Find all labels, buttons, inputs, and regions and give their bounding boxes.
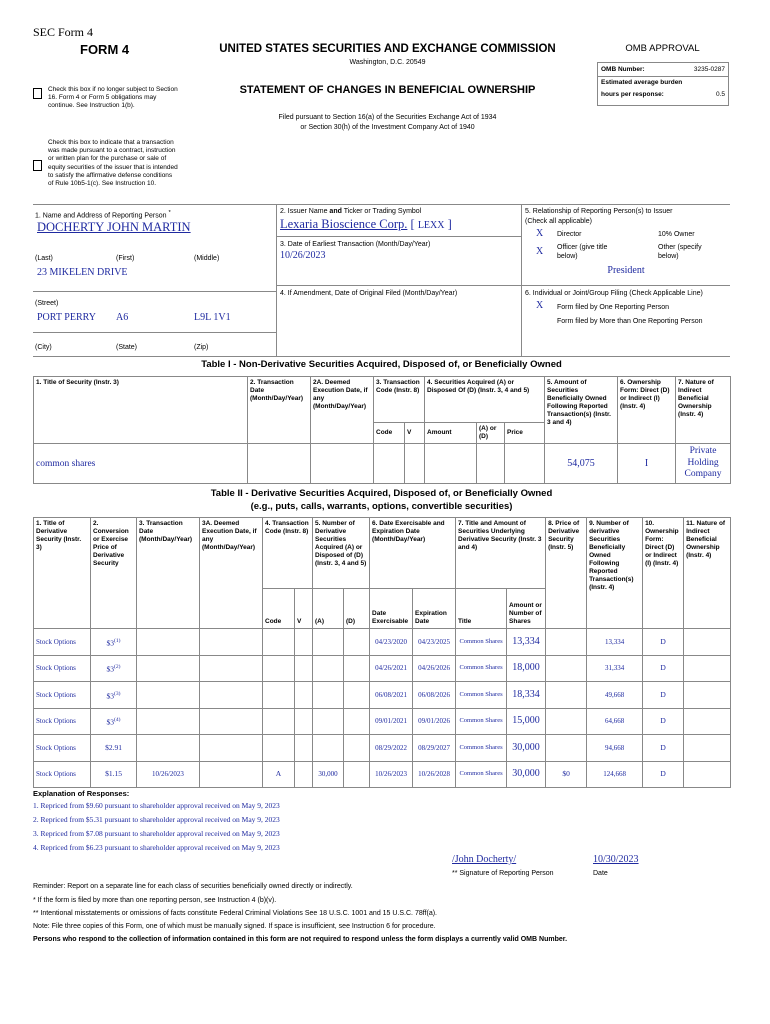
t2-exercise-price [91, 761, 137, 788]
t2-disposed [344, 655, 370, 682]
t2-derivative-price [546, 629, 587, 656]
t2-ownership-form [643, 655, 684, 682]
table-row [34, 655, 731, 682]
first-label: (First) [116, 255, 135, 262]
t1-price: Price [505, 423, 545, 444]
t2-date-exercisable-text: 04/26/2021 [375, 664, 407, 673]
omb-burden-label: Estimated average burden [601, 79, 683, 86]
zip-value: L9L 1V1 [194, 312, 231, 323]
t2-expiration-date [413, 761, 456, 788]
t2-exercise-price [91, 655, 137, 682]
t2-date-exercisable [370, 761, 413, 788]
t2-v [295, 629, 313, 656]
t2-transaction-code [263, 708, 295, 735]
t2-acquired [313, 629, 344, 656]
t2-exercise-price-text: $3 [106, 664, 115, 674]
footer-reminder: Reminder: Report on a separate line for each class of securities beneficially owned directly or indirectly. [33, 883, 353, 890]
t2-deemed-date [200, 735, 263, 762]
t2-date-exercisable-text: 10/26/2023 [375, 770, 407, 779]
t2-owned-following [587, 761, 643, 788]
t2-a: (A) [313, 589, 344, 629]
t2-underlying-shares-text: 18,334 [512, 688, 540, 700]
t2-acquired-text: 30,000 [318, 770, 338, 779]
t2-ownership-form-text: D [660, 636, 666, 646]
footnote-ref[interactable]: (4) [114, 717, 121, 723]
amendment-label: 4. If Amendment, Date of Original Filed (Month/Day/Year) [280, 290, 458, 297]
t2-owned-following-text: 124,668 [603, 770, 626, 779]
t2-security-title [34, 629, 91, 656]
t2-exercise-price-text: $3 [106, 717, 115, 727]
t2-underlying-shares-text: 15,000 [512, 715, 540, 727]
t2-expiration-date [413, 655, 456, 682]
t2-v: V [295, 589, 313, 629]
t2-nature [684, 682, 731, 709]
t1-form: I [618, 444, 676, 484]
t2-underlying-title [456, 682, 507, 709]
explanation-1: 1. Repriced from $9.60 pursuant to shareholder approval received on May 9, 2023 [33, 801, 280, 810]
explanation-title: Explanation of Responses: [33, 789, 130, 798]
t2-exercise-price [91, 682, 137, 709]
t2-security-title [34, 735, 91, 762]
t1-owned: 54,075 [545, 444, 618, 484]
sec-form-label: SEC Form 4 [33, 25, 94, 39]
t2-security-title-text: Stock Options [36, 664, 76, 673]
t2-deemed-date [200, 682, 263, 709]
t2-date-exercisable [370, 735, 413, 762]
more-person-label: Form filed by More than One Reporting Person [557, 318, 703, 325]
t2-underlying-title-text: Common Shares [459, 664, 503, 672]
t2-security-title-text: Stock Options [36, 717, 76, 726]
t1-code: Code [374, 423, 405, 444]
t2-underlying-title [456, 629, 507, 656]
t2-ownership-form [643, 761, 684, 788]
t2-disposed [344, 761, 370, 788]
t2-exercise-price-text: $2.91 [105, 742, 122, 752]
officer-title: President [607, 265, 645, 276]
t2-expiration-date-text: 04/23/2025 [418, 637, 450, 646]
city-value: PORT PERRY [37, 312, 96, 323]
t2-exercise-price-text: $3 [106, 638, 115, 647]
t2-acquired [313, 761, 344, 788]
t2-v [295, 735, 313, 762]
street-value: 23 MIKELEN DRIVE [37, 267, 128, 278]
t2-owned-following-text: 13,334 [604, 637, 625, 646]
t2-date-exercisable [370, 629, 413, 656]
t2-expiration-date-text: 09/01/2026 [418, 717, 450, 726]
t2-date-exercisable-text: 04/23/2020 [375, 637, 407, 646]
table2 [33, 517, 731, 788]
relationship-sub: (Check all applicable) [525, 218, 592, 225]
footnote-ref[interactable]: (2) [114, 664, 121, 670]
t2-nature [684, 629, 731, 656]
t2-h1: 1. Title of Derivative Security (Instr. 3) [34, 518, 91, 629]
state-value: A6 [116, 312, 129, 323]
table1-title: Table I - Non-Derivative Securities Acquired, Disposed of, or Beneficially Owned [201, 359, 562, 370]
t2-date-exercisable-text: 06/08/2021 [375, 690, 407, 699]
middle-label: (Middle) [194, 255, 220, 262]
relationship-label: 5. Relationship of Reporting Person(s) to Issuer [525, 208, 673, 215]
t2-security-title-text: Stock Options [36, 770, 76, 779]
t2-deemed-date [200, 708, 263, 735]
t2-transaction-code [263, 682, 295, 709]
t1-v: V [405, 423, 425, 444]
table2-subtitle: (e.g., puts, calls, warrants, options, convertible securities) [250, 501, 513, 512]
t2-underlying-title-text: Common Shares [459, 690, 503, 698]
t2-expiration-date-text: 08/29/2027 [418, 743, 450, 752]
t2-deemed-date [200, 629, 263, 656]
t2-acquired [313, 708, 344, 735]
table2-title: Table II - Derivative Securities Acquired, Disposed of, or Beneficially Owned [210, 488, 553, 499]
t2-title-col: Title [456, 589, 507, 629]
t2-underlying-shares-text: 13,334 [512, 635, 540, 647]
last-label: (Last) [35, 255, 53, 262]
t2-h3a: 3A. Deemed Execution Date, if any (Month/Day/Year) [200, 518, 263, 629]
t2-h7: 7. Title and Amount of Securities Underlying Derivative Security (Instr. 3 and 4) [456, 518, 546, 589]
reporting-person-label: 1. Name and Address of Reporting Person * [35, 210, 171, 220]
table-row [34, 682, 731, 709]
footer-note-1: * If the form is filed by more than one reporting person, see Instruction 4 (b)(v). [33, 897, 277, 904]
t2-underlying-shares-text: 30,000 [512, 768, 540, 780]
t2-date-exercisable [370, 708, 413, 735]
agency-city: Washington, D.C. 20549 [349, 59, 426, 66]
t2-acquired [313, 735, 344, 762]
t2-underlying-title-text: Common Shares [459, 637, 503, 645]
t2-underlying-title-text: Common Shares [459, 743, 503, 751]
t1-h5: 5. Amount of Securities Beneficially Owned Following Reported Transaction(s) (Instr. 3 and 4) [545, 377, 618, 444]
t2-security-title [34, 708, 91, 735]
signature-name: /John Docherty/ [452, 854, 517, 865]
t2-owned-following [587, 735, 643, 762]
signature-date: 10/30/2023 [593, 854, 639, 865]
footnote-ref[interactable]: (3) [114, 690, 121, 697]
t2-v [295, 682, 313, 709]
t2-ownership-form [643, 682, 684, 709]
t2-transaction-date [137, 708, 200, 735]
t1-h1: 1. Title of Security (Instr. 3) [34, 377, 248, 444]
t2-h2: 2. Conversion or Exercise Price of Derivative Security [91, 518, 137, 629]
one-person-label: Form filed by One Reporting Person [557, 304, 670, 311]
earliest-date: 10/26/2023 [280, 250, 326, 261]
t1-h3: 3. Transaction Code (Instr. 8) [374, 377, 425, 423]
footer-note-2: ** Intentional misstatements or omissions of facts constitute Federal Criminal Violations See 18 U.S.C. 1001 and 15 U.S.C. 78ff(a). [33, 910, 437, 917]
t2-amount-col: Amount or Number of Shares [507, 589, 546, 629]
omb-hours: 0.5 [715, 91, 725, 98]
t2-deemed-date [200, 655, 263, 682]
signature-date-label: Date [593, 870, 608, 877]
t2-date-ex: Date Exercisable [370, 589, 413, 629]
t1-h2a: 2A. Deemed Execution Date, if any (Month/Day/Year) [311, 377, 374, 444]
t2-disposed [344, 682, 370, 709]
filing-label: 6. Individual or Joint/Group Filing (Check Applicable Line) [525, 290, 703, 297]
street-label: (Street) [35, 300, 59, 307]
t2-transaction-code-text: A [275, 769, 282, 779]
t2-nature [684, 708, 731, 735]
t2-underlying-shares [507, 761, 546, 788]
t1-amount: Amount [425, 423, 477, 444]
t2-exercise-price [91, 735, 137, 762]
t2-exp: Expiration Date [413, 589, 456, 629]
t2-exercise-price [91, 629, 137, 656]
table1 [33, 376, 731, 484]
t2-deemed-date [200, 761, 263, 788]
t2-h9: 9. Number of derivative Securities Beneficially Owned Following Reported Transaction(s) (Instr. 4) [587, 518, 643, 629]
t2-underlying-shares [507, 682, 546, 709]
t2-security-title [34, 655, 91, 682]
filed-line-2: or Section 30(h) of the Investment Company Act of 1940 [300, 124, 475, 131]
t2-underlying-shares [507, 735, 546, 762]
t2-exercise-price [91, 708, 137, 735]
t2-underlying-shares [507, 708, 546, 735]
officer-label: Officer (give title below) [557, 244, 608, 260]
other-label: Other (specify below) [658, 244, 702, 260]
t2-underlying-shares [507, 629, 546, 656]
t2-derivative-price [546, 708, 587, 735]
t2-owned-following-text: 31,334 [604, 664, 625, 673]
one-person-mark[interactable]: X [536, 300, 544, 311]
officer-mark[interactable]: X [536, 246, 544, 257]
t2-owned-following [587, 682, 643, 709]
t2-ownership-form-text: D [660, 742, 666, 752]
t2-underlying-title-text: Common Shares [459, 770, 503, 778]
t2-underlying-shares-text: 18,000 [512, 662, 540, 674]
agency-title: UNITED STATES SECURITIES AND EXCHANGE COMMISSION [219, 43, 556, 55]
t2-security-title [34, 682, 91, 709]
t2-transaction-code [263, 735, 295, 762]
t2-d: (D) [344, 589, 370, 629]
t2-date-exercisable-text: 08/29/2022 [375, 743, 407, 752]
t2-expiration-date-text: 10/26/2028 [418, 770, 450, 779]
t2-h6: 6. Date Exercisable and Expiration Date (Month/Day/Year) [370, 518, 456, 589]
t2-underlying-title [456, 761, 507, 788]
t2-acquired [313, 655, 344, 682]
state-label: (State) [116, 344, 138, 351]
t2-derivative-price [546, 761, 587, 788]
signature-label: ** Signature of Reporting Person [452, 870, 554, 877]
t2-exercise-price-text: $1.15 [105, 769, 122, 779]
t1-h2: 2. Transaction Date (Month/Day/Year) [248, 377, 311, 444]
t2-owned-following [587, 629, 643, 656]
t2-date-exercisable-text: 09/01/2021 [375, 717, 407, 726]
t2-transaction-date [137, 629, 200, 656]
issuer-label: 2. Issuer Name and Ticker or Trading Symbol [280, 208, 422, 215]
t2-ownership-form [643, 629, 684, 656]
t2-expiration-date [413, 629, 456, 656]
t2-owned-following [587, 655, 643, 682]
t2-transaction-date-text: 10/26/2023 [152, 770, 184, 779]
footer-note-3: Note: File three copies of this Form, one of which must be manually signed. If space is insufficient, see Instruction 6 for procedure. [33, 923, 436, 930]
t2-owned-following-text: 94,668 [604, 743, 625, 752]
t1-nature: Private Holding Company [676, 444, 731, 484]
director-label: Director [557, 231, 582, 238]
t2-disposed [344, 629, 370, 656]
omb-hours-label: hours per response: [601, 91, 664, 98]
table-row [34, 735, 731, 762]
table-row [34, 708, 731, 735]
t2-h4: 4. Transaction Code (Instr. 8) [263, 518, 313, 589]
t2-security-title-text: Stock Options [36, 690, 76, 699]
t2-h10: 10. Ownership Form: Direct (D) or Indirect (I) (Instr. 4) [643, 518, 684, 629]
city-label: (City) [35, 344, 52, 351]
rule-10b5-text: Check this box to indicate that a transaction was made pursuant to a contract, instruction or written plan for the purchase or sale of equity securities of the issuer that is intended to satisfy the affirmative defense conditions of Rule 10b5-1(c). See Instruction 10. [48, 139, 178, 188]
t2-owned-following-text: 64,668 [604, 717, 625, 726]
zip-label: (Zip) [194, 344, 209, 351]
rule-10b5-checkbox[interactable] [33, 160, 42, 171]
t2-ownership-form-text: D [660, 663, 666, 673]
t2-expiration-date [413, 682, 456, 709]
reporting-person-name: DOCHERTY JOHN MARTIN [37, 220, 191, 234]
t1-security-title: common shares [34, 444, 248, 484]
t2-h5: 5. Number of Derivative Securities Acquired (A) or Disposed of (D) (Instr. 3, 4 and 5) [313, 518, 370, 589]
t2-transaction-date [137, 761, 200, 788]
t2-underlying-shares-text: 30,000 [512, 741, 540, 753]
t2-transaction-code [263, 629, 295, 656]
t2-h3: 3. Transaction Date (Month/Day/Year) [137, 518, 200, 629]
t2-underlying-title [456, 655, 507, 682]
t2-owned-following-text: 49,668 [604, 690, 625, 699]
t1-h7: 7. Nature of Indirect Beneficial Ownership (Instr. 4) [676, 377, 731, 444]
director-mark[interactable]: X [536, 228, 544, 239]
t2-transaction-code [263, 761, 295, 788]
issuer-name-ticker: Lexaria Bioscience Corp. [ LEXX ] [280, 217, 452, 231]
t2-ownership-form [643, 708, 684, 735]
t2-underlying-title-text: Common Shares [459, 717, 503, 725]
t2-ownership-form-text: D [660, 689, 666, 699]
filed-line-1: Filed pursuant to Section 16(a) of the Securities Exchange Act of 1934 [278, 114, 497, 121]
t1-aord: (A) or (D) [477, 423, 505, 444]
t2-transaction-code [263, 655, 295, 682]
no-longer-subject-text: Check this box if no longer subject to Section 16. Form 4 or Form 5 obligations may continue. See Instruction 1(b). [48, 86, 178, 110]
table-row [34, 444, 731, 484]
no-longer-subject-checkbox[interactable] [33, 88, 42, 99]
t2-transaction-date [137, 682, 200, 709]
t2-h11: 11. Nature of Indirect Beneficial Ownership (Instr. 4) [684, 518, 731, 629]
t2-nature [684, 655, 731, 682]
explanation-2: 2. Repriced from $5.31 pursuant to shareholder approval received on May 9, 2023 [33, 815, 280, 824]
ten-pct-label: 10% Owner [658, 231, 695, 238]
t2-date-exercisable [370, 682, 413, 709]
t2-expiration-date [413, 708, 456, 735]
statement-title: STATEMENT OF CHANGES IN BENEFICIAL OWNERSHIP [239, 84, 536, 96]
omb-number: 3235-0287 [693, 66, 725, 73]
t2-security-title-text: Stock Options [36, 743, 76, 752]
explanation-4: 4. Repriced from $6.23 pursuant to shareholder approval received on May 9, 2023 [33, 843, 280, 852]
table-row [34, 761, 731, 788]
t2-ownership-form-text: D [660, 769, 666, 779]
t2-transaction-date [137, 655, 200, 682]
footer-persons: Persons who respond to the collection of information contained in this form are not required to respond unless the form displays a currently valid OMB Number. [33, 936, 568, 943]
t2-expiration-date-text: 04/26/2026 [418, 664, 450, 673]
form-title: FORM 4 [80, 42, 130, 57]
t2-nature [684, 735, 731, 762]
t2-underlying-title [456, 708, 507, 735]
omb-number-label: OMB Number: [601, 66, 645, 73]
explanation-3: 3. Repriced from $7.08 pursuant to shareholder approval received on May 9, 2023 [33, 829, 280, 838]
t2-expiration-date-text: 06/08/2026 [418, 690, 450, 699]
t2-disposed [344, 708, 370, 735]
t2-expiration-date [413, 735, 456, 762]
t2-transaction-date [137, 735, 200, 762]
t2-date-exercisable [370, 655, 413, 682]
t2-underlying-shares [507, 655, 546, 682]
t2-underlying-title [456, 735, 507, 762]
t1-h6: 6. Ownership Form: Direct (D) or Indirect (I) (Instr. 4) [618, 377, 676, 444]
t2-derivative-price [546, 655, 587, 682]
t1-h4: 4. Securities Acquired (A) or Disposed Of (D) (Instr. 3, 4 and 5) [425, 377, 545, 423]
t2-v [295, 655, 313, 682]
t2-derivative-price [546, 735, 587, 762]
t2-security-title [34, 761, 91, 788]
t2-derivative-price-text: $0 [562, 769, 570, 779]
t2-ownership-form [643, 735, 684, 762]
t2-acquired [313, 682, 344, 709]
t2-disposed [344, 735, 370, 762]
t2-ownership-form-text: D [660, 716, 666, 726]
t2-derivative-price [546, 682, 587, 709]
table-row [34, 629, 731, 656]
earliest-date-label: 3. Date of Earliest Transaction (Month/Day/Year) [280, 241, 431, 248]
footnote-ref[interactable]: (1) [114, 637, 121, 644]
t2-v [295, 761, 313, 788]
t2-h8: 8. Price of Derivative Security (Instr. 5) [546, 518, 587, 629]
t2-owned-following [587, 708, 643, 735]
t2-code: Code [263, 589, 295, 629]
t2-security-title-text: Stock Options [36, 637, 76, 646]
t2-v [295, 708, 313, 735]
t2-exercise-price-text: $3 [106, 691, 115, 700]
t2-nature [684, 761, 731, 788]
omb-approval-title: OMB APPROVAL [625, 43, 700, 54]
omb-box [597, 62, 729, 106]
